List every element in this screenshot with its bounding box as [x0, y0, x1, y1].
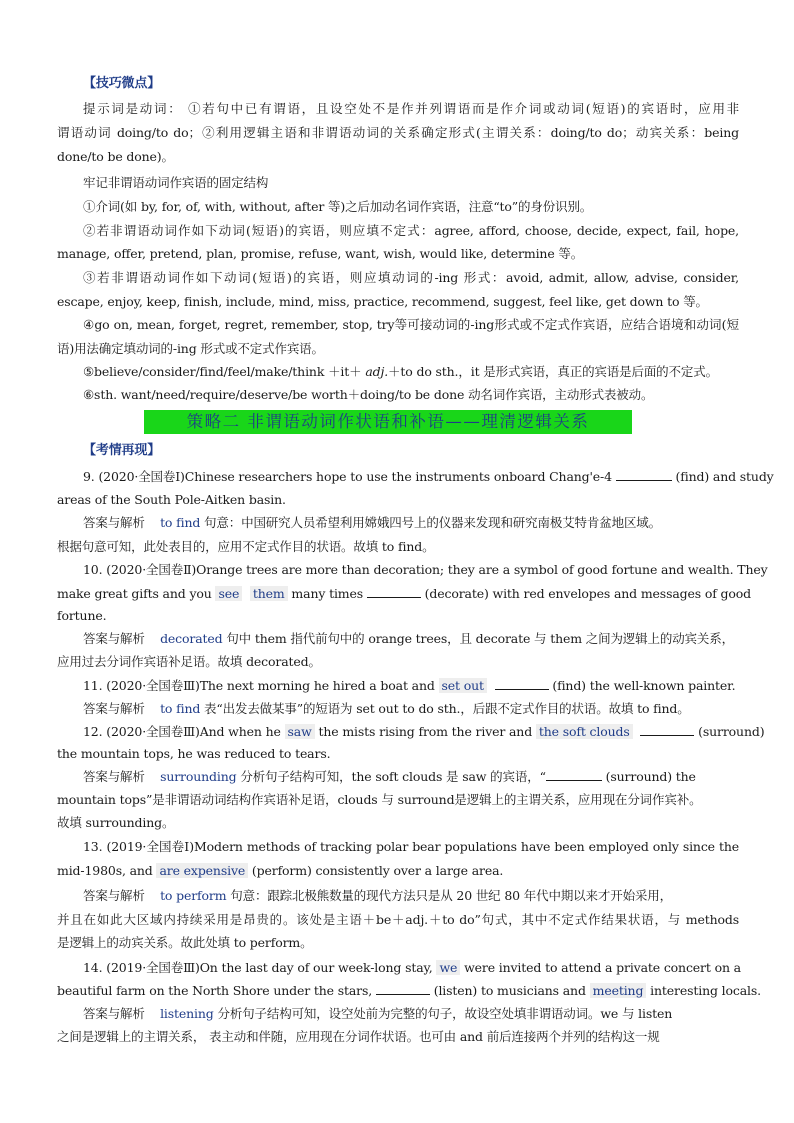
text-span: mid-1980s, and — [57, 863, 157, 878]
strategy-banner: 策略二 非谓语动词作状语和补语——理清逻辑关系 — [144, 410, 632, 434]
answer-label: 答案与解析 — [83, 631, 145, 646]
text-span: 12. (2020·全国卷Ⅲ)And when he — [83, 724, 285, 739]
text-span: 14. (2019·全国卷Ⅲ)On the last day of our week-long stay, — [83, 960, 437, 975]
answer-blank — [546, 766, 602, 781]
text-span: 分析句子结构可知，设空处前为完整的句子，故设空处填非谓语动词。we 与 listen — [213, 1006, 673, 1021]
question-12-line: the mountain tops, he was reduced to tears. — [57, 746, 331, 761]
answer-word: to perform — [160, 888, 227, 903]
question-9-line: areas of the South Pole-Aitken basin. — [57, 492, 286, 507]
paragraph-line: 牢记非谓语动词作宾语的固定结构 — [83, 175, 269, 190]
answer-9-line: 根据句意可知，此处表目的，应用不定式作目的状语。故填 to find。 — [57, 539, 435, 554]
answer-14-line: 之间是逻辑上的主谓关系， 表主动和伴随，应用现在分词作状语。也可由 and 前后连接两个并列的结构这一规 — [57, 1029, 660, 1044]
text-span: 9. (2020·全国卷Ⅰ)Chinese researchers hope to use the instruments onboard Chang'e-4 — [83, 469, 616, 484]
text-span: (find) and study — [671, 469, 774, 484]
highlight-set-out: set out — [439, 678, 487, 693]
text-span: ＋to do sth.，it 是形式宾语，真正的宾语是后面的不定式。 — [388, 364, 718, 379]
answer-10 — [57, 628, 739, 650]
highlight-are-expensive: are expensive — [156, 863, 248, 878]
answer-label: 答案与解析 — [83, 701, 145, 716]
answer-word: to find — [160, 515, 201, 530]
text-span: (surround) the — [601, 769, 696, 784]
answer-blank — [640, 721, 694, 736]
question-12-line — [57, 721, 765, 743]
answer-13-line: 并且在如此大区域内持续采用是昂贵的。该处是主语＋be＋adj.＋to do”句式，其中不定式作结果状语，与 methods — [57, 912, 739, 927]
text-span: (find) the well-known painter. — [548, 678, 736, 693]
answer-blank — [376, 980, 430, 995]
answer-word: decorated — [160, 631, 223, 646]
section-header-exam: 【考情再现】 — [83, 443, 161, 458]
answer-blank — [616, 466, 672, 481]
answer-13 — [57, 885, 739, 907]
answer-word: surrounding — [160, 769, 237, 784]
answer-11 — [57, 698, 739, 720]
answer-12-line: 故填 surrounding。 — [57, 815, 175, 830]
text-span: ⑤believe/consider/find/feel/make/think ＋it＋ — [83, 364, 366, 379]
section-header-tips: 【技巧微点】 — [83, 76, 161, 91]
answer-12-line: mountain tops”是非谓语动词结构作宾语补足语，clouds 与 surround是逻辑上的主谓关系，应用现在分词作宾补。 — [57, 792, 702, 807]
question-13-line: 13. (2019·全国卷Ⅰ)Modern methods of tracking polar bear populations have been employed only since the — [83, 839, 739, 854]
answer-label: 答案与解析 — [83, 888, 145, 903]
paragraph-line: 语)用法确定填动词的-ing 形式或不定式作宾语。 — [57, 341, 324, 356]
paragraph-line: manage, offer, pretend, plan, promise, refuse, want, wish, would like, determine 等。 — [57, 246, 584, 261]
text-span: 句意：跟踪北极熊数量的现代方法只是从 20 世纪 80 年代中期以来才开始采用， — [226, 888, 672, 903]
text-span: make great gifts and you — [57, 586, 216, 601]
text-span: (listen) to musicians and — [429, 983, 590, 998]
question-10-line: 10. (2020·全国卷Ⅱ)Orange trees are more than decoration; they are a symbol of good fortune and wealth. They — [83, 562, 768, 577]
answer-10-line: 应用过去分词作宾语补足语。故填 decorated。 — [57, 654, 321, 669]
answer-13-line: 是逻辑上的动宾关系。故此处填 to perform。 — [57, 935, 313, 950]
text-span: 句意：中国研究人员希望利用嫦娥四号上的仪器来发现和研究南极艾特肯盆地区域。 — [200, 515, 661, 530]
text-span: interesting locals. — [646, 983, 761, 998]
paragraph-line: escape, enjoy, keep, finish, include, mind, miss, practice, recommend, suggest, feel like, get down to 等。 — [57, 294, 708, 309]
text-span: beautiful farm on the North Shore under the stars, — [57, 983, 376, 998]
answer-9 — [57, 512, 739, 534]
text-span: many times — [287, 586, 367, 601]
paragraph-line: ⑥sth. want/need/require/deserve/be worth＋doing/to be done 动名词作宾语，主动形式表被动。 — [83, 387, 654, 402]
question-14-line — [57, 980, 761, 1002]
highlight-we: we — [436, 960, 460, 975]
highlight-see: see — [215, 586, 242, 601]
text-span: (decorate) with red envelopes and messages of good — [420, 586, 751, 601]
highlight-soft-clouds: the soft clouds — [536, 724, 633, 739]
paragraph-line — [57, 361, 739, 383]
text-span: 分析句子结构可知，the soft clouds 是 saw 的宾语，“ — [236, 769, 546, 784]
paragraph-line: ④go on, mean, forget, regret, remember, stop, try等可接动词的-ing形式或不定式作宾语，应结合语境和动词(短 — [83, 317, 739, 332]
question-9-line — [57, 466, 774, 488]
paragraph-line: ③若非谓语动词作如下动词(短语)的宾语，则应填动词的-ing 形式：avoid, admit, allow, advise, consider, — [83, 270, 739, 285]
text-span: (perform) consistently over a large area. — [248, 863, 504, 878]
text-span: (surround) — [694, 724, 765, 739]
text-span: the mists rising from the river and — [314, 724, 536, 739]
text-span: adj. — [365, 364, 389, 379]
question-10-line — [57, 583, 751, 605]
answer-12 — [57, 766, 739, 788]
answer-label: 答案与解析 — [83, 769, 145, 784]
highlight-them: them — [250, 586, 288, 601]
answer-word: listening — [160, 1006, 214, 1021]
question-13-line — [57, 860, 739, 882]
answer-blank — [367, 583, 421, 598]
text-span: 表“出发去做某事”的短语为 set out to do sth.，后跟不定式作目的状语。故填 to find。 — [200, 701, 690, 716]
highlight-meeting: meeting — [590, 983, 647, 998]
text-span: were invited to attend a private concert on a — [460, 960, 741, 975]
answer-word: to find — [160, 701, 201, 716]
paragraph-line: 谓语动词 doing/to do；②利用逻辑主语和非谓语动词的关系确定形式(主谓关系：doing/to do；动宾关系：being — [57, 125, 739, 140]
question-11-line — [57, 675, 739, 697]
answer-label: 答案与解析 — [83, 515, 145, 530]
paragraph-line: ①介词(如 by, for, of, with, without, after 等)之后加动名词作宾语，注意“to”的身份识别。 — [83, 199, 593, 214]
question-14-line — [57, 957, 739, 979]
paragraph-line: ②若非谓语动词作如下动词(短语)的宾语，则应填不定式：agree, afford, choose, decide, expect, fail, hope, — [83, 223, 739, 238]
paragraph-line: 提示词是动词： ①若句中已有谓语，且设空处不是作并列谓语而是作介词或动词(短语)的宾语时，应用非 — [83, 101, 739, 116]
text-span: 11. (2020·全国卷Ⅲ)The next morning he hired a boat and — [83, 678, 439, 693]
answer-label: 答案与解析 — [83, 1006, 145, 1021]
text-span: 句中 them 指代前句中的 orange trees，且 decorate 与 them 之间为逻辑上的动宾关系， — [222, 631, 734, 646]
question-10-line: fortune. — [57, 608, 107, 623]
answer-14 — [57, 1003, 739, 1025]
paragraph-line: done/to be done)。 — [57, 149, 174, 164]
answer-blank — [495, 675, 549, 690]
highlight-saw: saw — [285, 724, 315, 739]
